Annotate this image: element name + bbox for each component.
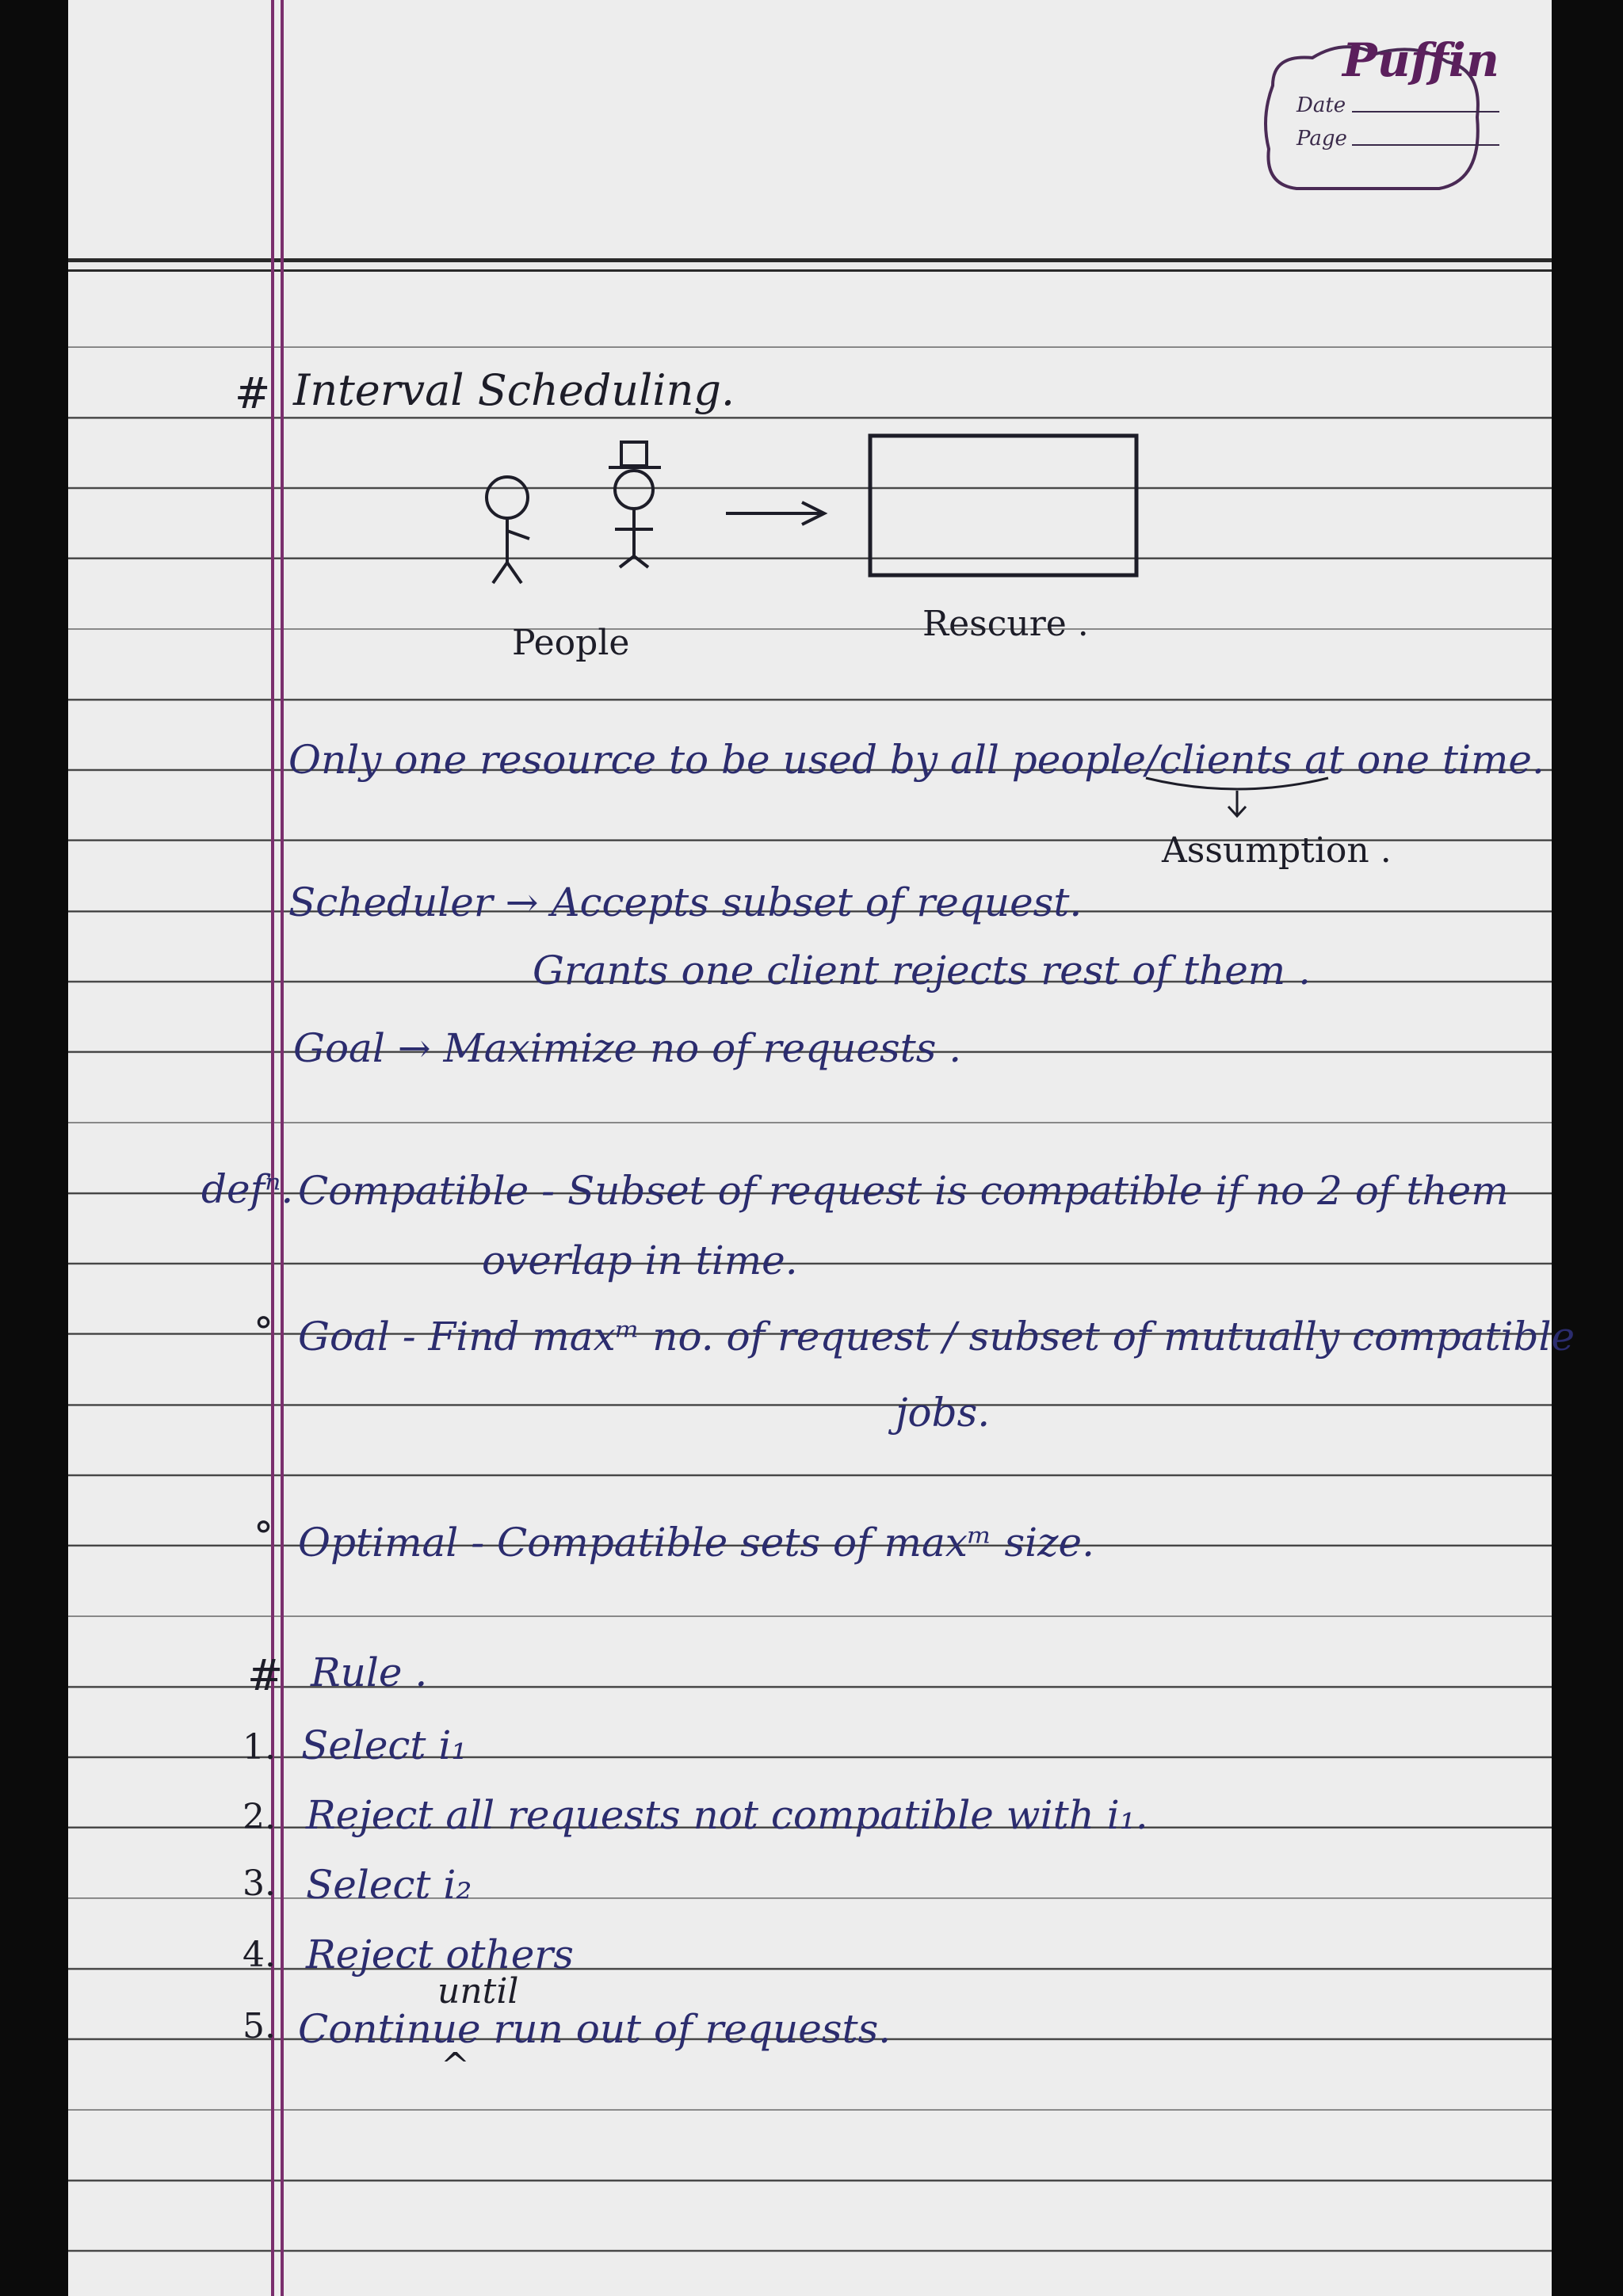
step-text: Reject all requests not compatible with i₁.	[306, 1792, 1148, 1838]
date-line	[1352, 111, 1499, 113]
resource-label: Rescure .	[922, 604, 1089, 644]
header-rule	[68, 269, 1552, 272]
scheduler-line-1: Scheduler → Accepts subset of request.	[288, 879, 1083, 925]
assumption-label: Assumption .	[1162, 830, 1392, 871]
people-label: People	[512, 623, 630, 663]
note-text: Only one resource to be used by all people/clients at one time.	[288, 737, 1545, 783]
person-icon	[487, 477, 529, 583]
step-number: 4.	[242, 1935, 276, 1975]
person-with-hat-icon	[609, 442, 661, 567]
definition-marker: defⁿ.	[201, 1166, 294, 1212]
step-number: 2.	[242, 1797, 276, 1837]
brand-name: Puffin	[1342, 33, 1499, 87]
rule-marker: #	[247, 1650, 284, 1700]
date-label: Date	[1296, 93, 1346, 117]
optimal-line: Optimal - Compatible sets of maxᵐ size.	[298, 1520, 1094, 1566]
insertion-caret: ^	[441, 2046, 470, 2086]
assumption-brace	[1138, 773, 1336, 821]
step-text: Continue run out of requests.	[298, 2006, 892, 2052]
arrow-right-icon	[726, 502, 824, 524]
goal2-line-1: Goal - Find maxᵐ no. of request / subset of mutually compatible	[298, 1314, 1575, 1360]
resource-box	[870, 436, 1136, 575]
definition-line-1: Compatible - Subset of request is compatible if no 2 of them	[298, 1168, 1509, 1214]
step-text: Select i₁	[301, 1722, 468, 1768]
margin-line	[281, 0, 284, 2296]
bullet: °	[254, 1309, 273, 1355]
page-label: Page	[1296, 127, 1347, 151]
page-title: Interval Scheduling.	[293, 365, 735, 415]
definition-line-2: overlap in time.	[482, 1238, 798, 1283]
header-rule	[68, 258, 1552, 262]
heading-marker: #	[235, 368, 271, 418]
bullet: °	[254, 1513, 273, 1559]
inserted-word: until	[437, 1971, 519, 2012]
step-number: 5.	[242, 2006, 276, 2046]
scheduler-line-2: Grants one client rejects rest of them .	[533, 948, 1312, 994]
notebook-page	[68, 0, 1552, 2296]
rule-title: Rule .	[311, 1650, 428, 1695]
page-line	[1352, 144, 1499, 146]
step-number: 1.	[242, 1727, 276, 1768]
goal2-line-2: jobs.	[896, 1390, 991, 1436]
step-number: 3.	[242, 1863, 276, 1904]
people-resource-diagram	[460, 428, 1157, 610]
goal-line: Goal → Maximize no of requests .	[293, 1025, 962, 1071]
step-text: Select i₂	[306, 1862, 472, 1908]
step-text: Reject others	[306, 1932, 574, 1978]
